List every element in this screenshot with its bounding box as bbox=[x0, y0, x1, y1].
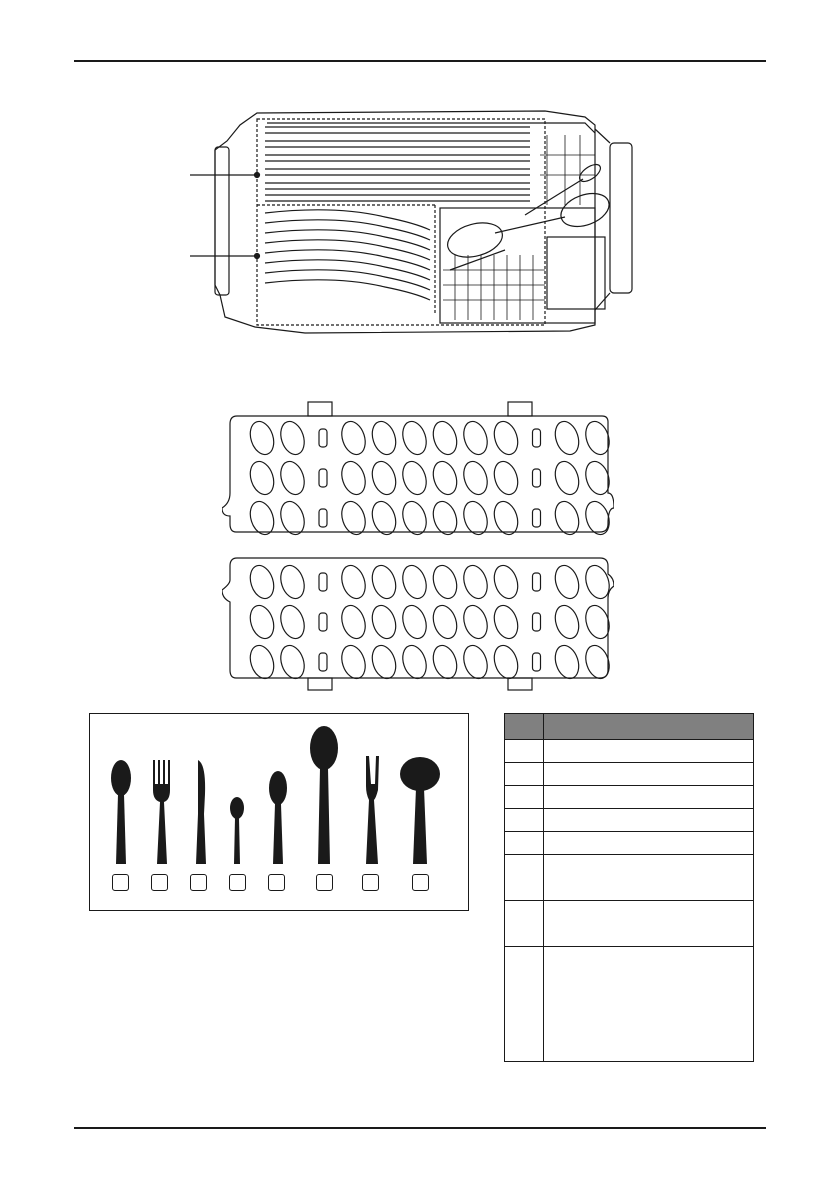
table-row bbox=[505, 763, 754, 786]
tray-slot bbox=[429, 642, 460, 681]
tray-slot bbox=[338, 458, 369, 497]
legend-number bbox=[505, 786, 544, 809]
tray-slot bbox=[338, 418, 369, 457]
tray-narrow-slot bbox=[533, 429, 541, 447]
table-row bbox=[505, 855, 754, 901]
tray-slot bbox=[246, 458, 277, 497]
tray-narrow-slot bbox=[533, 469, 541, 487]
tray-slot bbox=[338, 602, 369, 641]
cutlery-legend-table bbox=[504, 713, 754, 1062]
legend-number bbox=[505, 740, 544, 763]
tray-slot bbox=[246, 562, 277, 601]
fork-checkbox[interactable] bbox=[151, 874, 168, 891]
legend-number bbox=[505, 763, 544, 786]
legend-description bbox=[544, 763, 754, 786]
knife-icon bbox=[196, 760, 206, 864]
legend-description bbox=[544, 901, 754, 947]
tray-slot bbox=[429, 602, 460, 641]
tray-slot bbox=[399, 642, 430, 681]
tray-slot bbox=[399, 562, 430, 601]
tray-narrow-slot bbox=[533, 613, 541, 631]
cutlery-tray-lower bbox=[222, 552, 614, 694]
table-row bbox=[505, 786, 754, 809]
tray-slot bbox=[551, 562, 582, 601]
tray-slot bbox=[429, 418, 460, 457]
legend-header-number bbox=[505, 714, 544, 740]
tray-slot bbox=[490, 602, 521, 641]
serving-spoon-checkbox[interactable] bbox=[316, 874, 333, 891]
cutlery-tray-upper bbox=[222, 398, 614, 540]
tray-narrow-slot bbox=[319, 573, 327, 591]
tray-slot bbox=[490, 418, 521, 457]
tray-slots bbox=[246, 418, 613, 537]
tray-slots bbox=[246, 562, 613, 681]
tray-slot bbox=[338, 562, 369, 601]
footer-rule bbox=[74, 1127, 766, 1129]
legend-description bbox=[544, 832, 754, 855]
tray-slot bbox=[246, 418, 277, 457]
tray-slot bbox=[399, 458, 430, 497]
table-row bbox=[505, 832, 754, 855]
tray-slot bbox=[460, 418, 491, 457]
tray-narrow-slot bbox=[533, 653, 541, 671]
tray-narrow-slot bbox=[319, 653, 327, 671]
tablespoon-icon bbox=[111, 760, 131, 864]
legend-description bbox=[544, 786, 754, 809]
tray-narrow-slot bbox=[533, 509, 541, 527]
tray-narrow-slot bbox=[319, 509, 327, 527]
tray-slot bbox=[338, 642, 369, 681]
legend-number bbox=[505, 855, 544, 901]
rack-knives bbox=[265, 127, 530, 201]
legend-description bbox=[544, 809, 754, 832]
table-row bbox=[505, 740, 754, 763]
tray-slot bbox=[551, 458, 582, 497]
fork-icon bbox=[153, 760, 170, 864]
ladle-icon bbox=[400, 757, 440, 864]
tray-slot bbox=[490, 642, 521, 681]
tray-slot bbox=[368, 458, 399, 497]
legend-description bbox=[544, 740, 754, 763]
teaspoon-checkbox[interactable] bbox=[229, 874, 246, 891]
tray-slot bbox=[246, 602, 277, 641]
serving-fork-icon bbox=[366, 756, 379, 864]
table-row bbox=[505, 809, 754, 832]
tablespoon-checkbox[interactable] bbox=[112, 874, 129, 891]
legend-number bbox=[505, 809, 544, 832]
header-rule bbox=[74, 60, 766, 62]
legend-header-row bbox=[505, 714, 754, 740]
tray-slot bbox=[368, 418, 399, 457]
legend-number bbox=[505, 947, 544, 1062]
dessert-spoon-icon bbox=[269, 771, 287, 864]
legend-number bbox=[505, 832, 544, 855]
tray-slot bbox=[551, 418, 582, 457]
legend-description bbox=[544, 947, 754, 1062]
tray-slot bbox=[460, 642, 491, 681]
rack-forks bbox=[265, 210, 430, 300]
table-row bbox=[505, 947, 754, 1062]
teaspoon-icon bbox=[230, 797, 244, 864]
tray-narrow-slot bbox=[319, 469, 327, 487]
dessert-spoon-checkbox[interactable] bbox=[268, 874, 285, 891]
serving-fork-checkbox[interactable] bbox=[362, 874, 379, 891]
serving-spoon-icon bbox=[310, 726, 338, 864]
legend-description bbox=[544, 855, 754, 901]
tray-slot bbox=[399, 418, 430, 457]
tray-slot bbox=[490, 562, 521, 601]
legend-header-description bbox=[544, 714, 754, 740]
tray-slot bbox=[551, 602, 582, 641]
tray-slot bbox=[277, 562, 308, 601]
tray-slot bbox=[368, 602, 399, 641]
tray-slot bbox=[277, 458, 308, 497]
tray-slot bbox=[368, 642, 399, 681]
legend-number bbox=[505, 901, 544, 947]
tray-slot bbox=[277, 602, 308, 641]
tray-narrow-slot bbox=[319, 429, 327, 447]
table-row bbox=[505, 901, 754, 947]
tray-narrow-slot bbox=[533, 573, 541, 591]
tray-slot bbox=[429, 562, 460, 601]
tray-narrow-slot bbox=[319, 613, 327, 631]
tray-slot bbox=[460, 562, 491, 601]
tray-slot bbox=[399, 602, 430, 641]
cutlery-types-panel bbox=[89, 713, 469, 911]
knife-checkbox[interactable] bbox=[190, 874, 207, 891]
tray-slot bbox=[460, 602, 491, 641]
tray-slot bbox=[460, 458, 491, 497]
tray-slot bbox=[277, 642, 308, 681]
cutlery-rack-illustration bbox=[185, 105, 655, 340]
ladle-checkbox[interactable] bbox=[412, 874, 429, 891]
callout-leaders bbox=[190, 173, 260, 259]
tray-slot bbox=[429, 458, 460, 497]
tray-slot bbox=[277, 418, 308, 457]
tray-slot bbox=[246, 642, 277, 681]
tray-slot bbox=[368, 562, 399, 601]
tray-slot bbox=[490, 458, 521, 497]
tray-slot bbox=[551, 642, 582, 681]
